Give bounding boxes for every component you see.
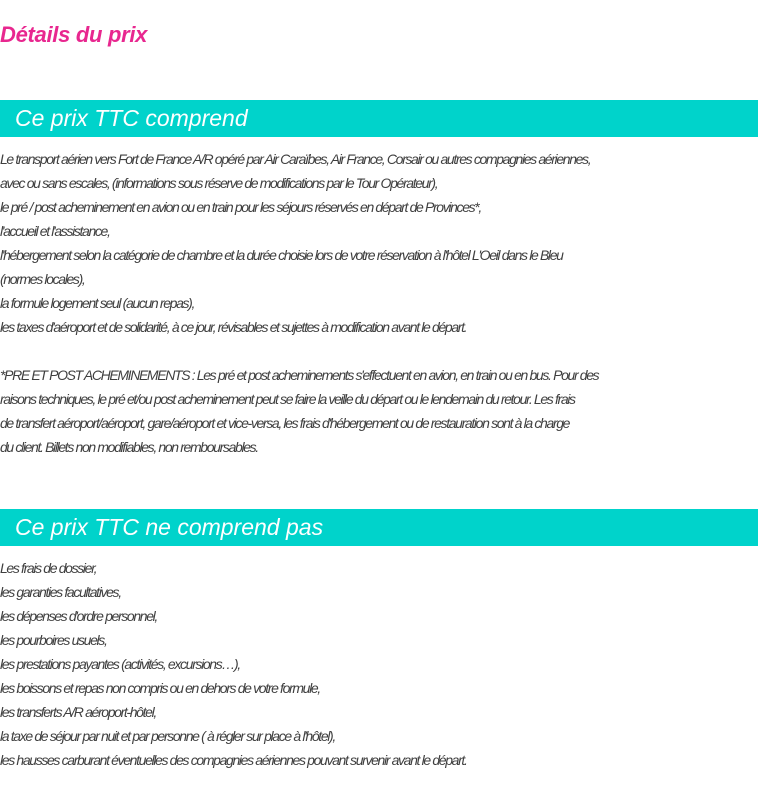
pre-post-acheminement-note: [0, 363, 758, 459]
includes-line: (normes locales),: [0, 271, 85, 287]
excludes-line: les transferts A/R aéroport-hôtel,: [0, 704, 156, 720]
excludes-heading: Ce prix TTC ne comprend pas: [0, 509, 758, 546]
note-line: du client. Billets non modifiables, non remboursables.: [0, 439, 258, 455]
excludes-line: la taxe de séjour par nuit et par personne ( à régler sur place à l'hôtel),: [0, 728, 335, 744]
includes-line: l'accueil et l'assistance,: [0, 223, 110, 239]
includes-list: [0, 147, 758, 339]
excludes-line: les dépenses d'ordre personnel,: [0, 608, 157, 624]
note-line: *PRE ET POST ACHEMINEMENTS : Les pré et post acheminements s'effectuent en avion, en train ou en bus. Pour des: [0, 367, 599, 383]
page-title: Détails du prix: [0, 22, 148, 47]
includes-line: la formule logement seul (aucun repas),: [0, 295, 195, 311]
includes-line: Le transport aérien vers Fort de France A/R opéré par Air Caraïbes, Air France, Corsair ou autres compagnies aériennes,: [0, 151, 591, 167]
excludes-line: les hausses carburant éventuelles des compagnies aériennes pouvant survenir avant le départ.: [0, 752, 467, 768]
note-line: raisons techniques, le pré et/ou post acheminement peut se faire la veille du départ ou le lendemain du retour. Les frais: [0, 391, 575, 407]
includes-line: les taxes d'aéroport et de solidarité, à ce jour, révisables et sujettes à modification avant le départ.: [0, 319, 467, 335]
excludes-line: les garanties facultatives,: [0, 584, 121, 600]
excludes-line: les boissons et repas non compris ou en dehors de votre formule,: [0, 680, 320, 696]
excludes-list: [0, 556, 758, 772]
includes-line: le pré / post acheminement en avion ou en train pour les séjours réservés en départ de Provinces*,: [0, 199, 481, 215]
note-line: de transfert aéroport/aéroport, gare/aéroport et vice-versa, les frais d'hébergement ou de restauration sont à la charge: [0, 415, 570, 431]
excludes-line: les prestations payantes (activités, excursions…),: [0, 656, 240, 672]
includes-line: avec ou sans escales, (informations sous réserve de modifications par le Tour Opérateur),: [0, 175, 438, 191]
excludes-line: les pourboires usuels,: [0, 632, 107, 648]
excludes-line: Les frais de dossier,: [0, 560, 97, 576]
includes-line: l'hébergement selon la catégorie de chambre et la durée choisie lors de votre réservation à l'hôtel L'Oeil dans le Bleu: [0, 247, 563, 263]
includes-heading: Ce prix TTC comprend: [0, 100, 758, 137]
